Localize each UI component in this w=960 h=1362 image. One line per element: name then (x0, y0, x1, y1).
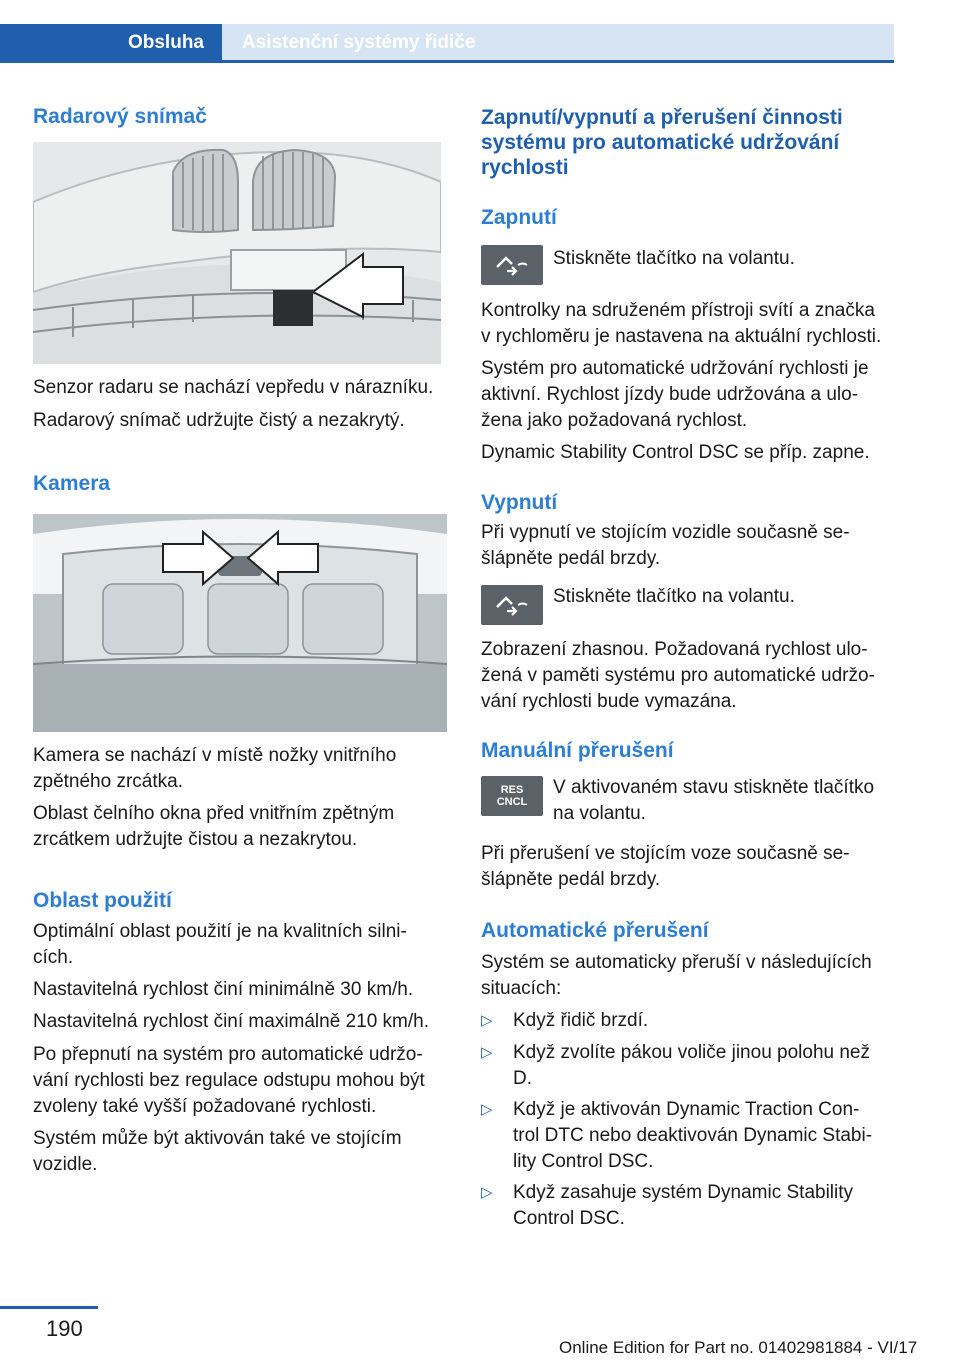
auto-paragraph-1-line-2: situacích: (481, 978, 562, 999)
section-tab-obsluha: Obsluha (0, 24, 222, 62)
list-item (481, 1097, 899, 1179)
usage-paragraph-4-line-2: vání rychlosti bez regulace odstupu mohou být (33, 1070, 425, 1091)
on-paragraph-1-line-1: Kontrolky na sdruženém přístroji svítí a značka (481, 300, 875, 321)
usage-paragraph-4-line-3: zvoleny také vyšší požadované rychlosti. (33, 1096, 377, 1117)
camera-illustration (33, 514, 447, 732)
cncl-label: CNCL (496, 796, 528, 808)
list-item (481, 1180, 899, 1236)
on-paragraph-2-line-3: žena jako požadovaná rychlost. (481, 410, 748, 431)
radar-paragraph-1: Senzor radaru se nachází vepředu v nárazníku. (33, 377, 434, 398)
bullet-triangle-icon: ▷ (481, 1044, 493, 1061)
on-heading: Zapnutí (481, 206, 557, 229)
cruise-control-button-icon-2 (481, 585, 543, 625)
usage-paragraph-2: Nastavitelná rychlost činí minimálně 30 km/h. (33, 979, 414, 1000)
radar-heading: Radarový snímač (33, 105, 207, 128)
usage-paragraph-5-line-1: Systém může být aktivován také ve stojícím (33, 1128, 402, 1149)
list-item-text: Když řidič brzdí. (513, 1010, 649, 1031)
usage-heading: Oblast použití (33, 889, 172, 912)
main-heading-line-2: systému pro automatické udržování (481, 131, 840, 154)
on-paragraph-3: Dynamic Stability Control DSC se příp. zapne. (481, 442, 870, 463)
bullet-triangle-icon: ▷ (481, 1012, 493, 1029)
res-cncl-button-icon (481, 776, 543, 816)
radar-sensor-illustration (33, 142, 441, 364)
manual-paragraph-1-line-2: šlápněte pedál brzdy. (481, 869, 661, 890)
manual-button-instruction-line-2: na volantu. (553, 803, 646, 824)
list-item-text: D. (513, 1068, 532, 1089)
on-paragraph-2-line-2: aktivní. Rychlost jízdy bude udržována a ulo‐ (481, 384, 859, 405)
camera-paragraph-1-line-1: Kamera se nachází v místě nožky vnitřního (33, 745, 397, 766)
usage-paragraph-1-line-1: Optimální oblast použití je na kvalitních silni‐ (33, 921, 407, 942)
off-paragraph-2-line-1: Zobrazení zhasnou. Požadovaná rychlost ulo‐ (481, 639, 868, 660)
usage-paragraph-1-line-2: cích. (33, 947, 74, 968)
page-header (0, 0, 960, 64)
bullet-triangle-icon: ▷ (481, 1101, 493, 1118)
cruise-control-button-icon (481, 245, 543, 285)
camera-heading: Kamera (33, 472, 111, 495)
off-paragraph-1-line-1: Při vypnutí ve stojícím vozidle současně se‐ (481, 522, 850, 543)
bullet-triangle-icon: ▷ (481, 1184, 493, 1201)
footer-rule (0, 1306, 98, 1309)
list-item-text: Když zasahuje systém Dynamic Stability (513, 1182, 854, 1203)
edition-note: Online Edition for Part no. 01402981884 - VI/17 (559, 1338, 918, 1357)
on-paragraph-2-line-1: Systém pro automatické udržování rychlosti je (481, 358, 869, 379)
main-heading-line-3: rychlosti (481, 156, 569, 179)
usage-paragraph-3: Nastavitelná rychlost činí maximálně 210 km/h. (33, 1011, 429, 1032)
off-paragraph-2-line-3: vání rychlosti bude vymazána. (481, 691, 737, 712)
manual-button-instruction-line-1: V aktivovaném stavu stiskněte tlačítko (553, 777, 875, 798)
off-paragraph-1-line-2: šlápněte pedál brzdy. (481, 548, 661, 569)
res-label: RES (500, 784, 524, 796)
camera-paragraph-1-line-2: zpětného zrcátka. (33, 771, 183, 792)
manual-interrupt-heading: Manuální přerušení (481, 739, 674, 762)
manual-paragraph-1-line-1: Při přerušení ve stojícím voze současně se‐ (481, 843, 850, 864)
usage-paragraph-5-line-2: vozidle. (33, 1154, 98, 1175)
off-button-instruction: Stiskněte tlačítko na volantu. (553, 586, 795, 607)
off-paragraph-2-line-2: žená v paměti systému pro automatické udržo‐ (481, 665, 875, 686)
list-item-text: trol DTC nebo deaktivován Dynamic Stabi‐ (513, 1125, 873, 1146)
list-item-text: Když je aktivován Dynamic Traction Con‐ (513, 1099, 860, 1120)
camera-paragraph-2-line-1: Oblast čelního okna před vnitřním zpětným (33, 803, 395, 824)
usage-paragraph-4-line-1: Po přepnutí na systém pro automatické udržo‐ (33, 1044, 423, 1065)
list-item-text: Control DSC. (513, 1208, 625, 1229)
header-rule (0, 60, 894, 63)
auto-paragraph-1-line-1: Systém se automaticky přeruší v následujících (481, 952, 872, 973)
page-number: 190 (46, 1316, 83, 1341)
auto-interrupt-heading: Automatické přerušení (481, 919, 709, 942)
camera-paragraph-2-line-2: zrcátkem udržujte čistou a nezakrytou. (33, 829, 358, 850)
list-item-text: lity Control DSC. (513, 1151, 654, 1172)
main-heading-line-1: Zapnutí/vypnutí a přerušení činnosti (481, 106, 843, 129)
section-tab-assistance: Asistenční systémy řidiče (222, 24, 894, 62)
on-paragraph-1-line-2: v rychloměru je nastavena na aktuální rychlosti. (481, 326, 882, 347)
off-heading: Vypnutí (481, 491, 558, 514)
radar-paragraph-2: Radarový snímač udržujte čistý a nezakrytý. (33, 410, 405, 431)
on-button-instruction: Stiskněte tlačítko na volantu. (553, 248, 795, 269)
list-item-text: Když zvolíte pákou voliče jinou polohu než (513, 1042, 871, 1063)
list-item (481, 1008, 899, 1038)
list-item (481, 1040, 899, 1096)
